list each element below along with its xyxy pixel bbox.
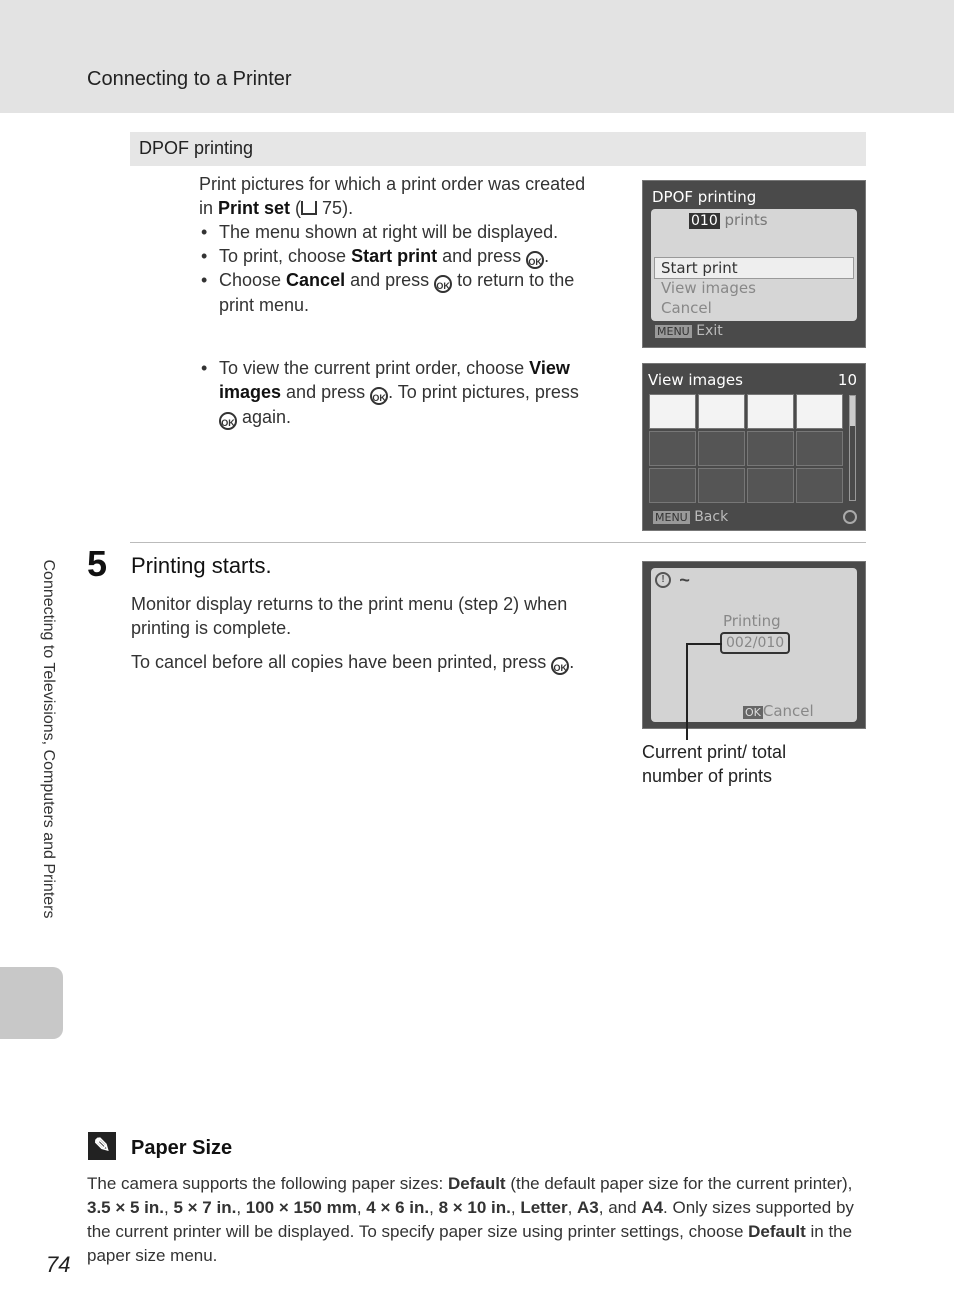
step-paragraph-1: Monitor display returns to the print menu (step 2) when printing is complete. (131, 594, 568, 638)
ok-button-icon: OK (434, 275, 452, 293)
menu-item-cancel[interactable]: Cancel (661, 299, 712, 317)
page-header-title: Connecting to a Printer (87, 68, 292, 90)
printing-panel (651, 568, 857, 722)
zoom-icon (843, 510, 857, 524)
intro-line-1: Print pictures for which a print order was created (199, 174, 586, 194)
thumbnail-slot (747, 431, 794, 466)
cancel-hint: OK Cancel (745, 702, 814, 720)
note-title: Paper Size (131, 1137, 233, 1159)
thumbnail-slot (649, 468, 696, 503)
side-tab-marker (0, 967, 63, 1039)
warning-icon: ! (655, 572, 671, 588)
bullet-menu-shown: • The menu shown at right will be displayed. (219, 220, 619, 244)
thumbnail-slot (649, 431, 696, 466)
ok-button-icon: OK (551, 657, 569, 675)
step-title: Printing starts. (131, 553, 272, 578)
menu-panel (651, 209, 857, 321)
menu-button-icon: MENU (655, 511, 688, 524)
side-tab-label: Connecting to Televisions, Computers and Printers (40, 559, 57, 919)
step-paragraph-2: To cancel before all copies have been printed, press OK . (131, 652, 575, 673)
thumbnail-3[interactable] (747, 394, 794, 429)
camera-screen-view-images (642, 363, 866, 531)
progress-counter: 002/010 (720, 632, 790, 654)
scrollbar-thumb[interactable] (850, 396, 855, 426)
menu-item-start-print[interactable]: Start print (661, 259, 738, 277)
thumbnail-slot (698, 468, 745, 503)
note-body: The camera supports the following paper sizes: Default (the default paper size for the current printer), 3.5 × 5 in., 5 × 7 in., 100 × 150 mm, 4 × 6 in., 8 × 10 in., Letter, A3, and A4. Only sizes supported by the current printer will be displayed. To specify paper size using printer settings, choose Default in the paper size menu. (87, 1174, 854, 1265)
thumbnail-slot (747, 468, 794, 503)
step-number: 5 (87, 543, 108, 584)
scrollbar[interactable] (849, 395, 856, 501)
pictbridge-icon: ~ (679, 570, 690, 590)
callout-line-horizontal (686, 643, 722, 645)
thumbnail-slot (698, 431, 745, 466)
camera-screen-printing (642, 561, 866, 729)
book-icon (301, 201, 317, 215)
bullet-view-images: • To view the current print order, choose View images and press OK . To print pictures, press OK again. (219, 356, 619, 430)
ok-button-icon: OK (219, 412, 237, 430)
camera-screen-dpof-menu (642, 180, 866, 348)
back-hint: MENU Back (655, 509, 729, 525)
step-divider (130, 542, 866, 543)
intro-line-2: in Print set ( 75). (199, 198, 354, 218)
callout-caption: Current print/ total number of prints (642, 742, 787, 786)
menu-item-view-images[interactable]: View images (661, 279, 756, 297)
intro-paragraph (199, 172, 619, 220)
exit-hint: MENU Exit (657, 323, 723, 339)
page-number: 74 (46, 1252, 71, 1277)
image-count: 10 (837, 371, 857, 389)
ok-button-icon: OK (745, 706, 761, 719)
thumbnail-1[interactable] (649, 394, 696, 429)
bullet-start-print: • To print, choose Start print and press OK . (219, 244, 619, 269)
print-count: 010 prints (691, 211, 768, 229)
header-band (0, 0, 954, 113)
thumbnail-slot (796, 468, 843, 503)
thumbnail-slot (796, 431, 843, 466)
ok-button-icon: OK (526, 251, 544, 269)
ok-button-icon: OK (370, 387, 388, 405)
thumbnail-4[interactable] (796, 394, 843, 429)
bullet-cancel: • Choose Cancel and press OK to return to the print menu. (219, 268, 619, 317)
screen-title: DPOF printing (652, 188, 757, 206)
section-title: DPOF printing (139, 138, 254, 158)
printing-label: Printing (723, 612, 781, 630)
thumbnail-2[interactable] (698, 394, 745, 429)
pencil-note-icon: ✎ (88, 1132, 116, 1160)
menu-button-icon: MENU (657, 325, 690, 338)
callout-line-vertical (686, 643, 688, 740)
screen-title: View images (648, 371, 743, 389)
